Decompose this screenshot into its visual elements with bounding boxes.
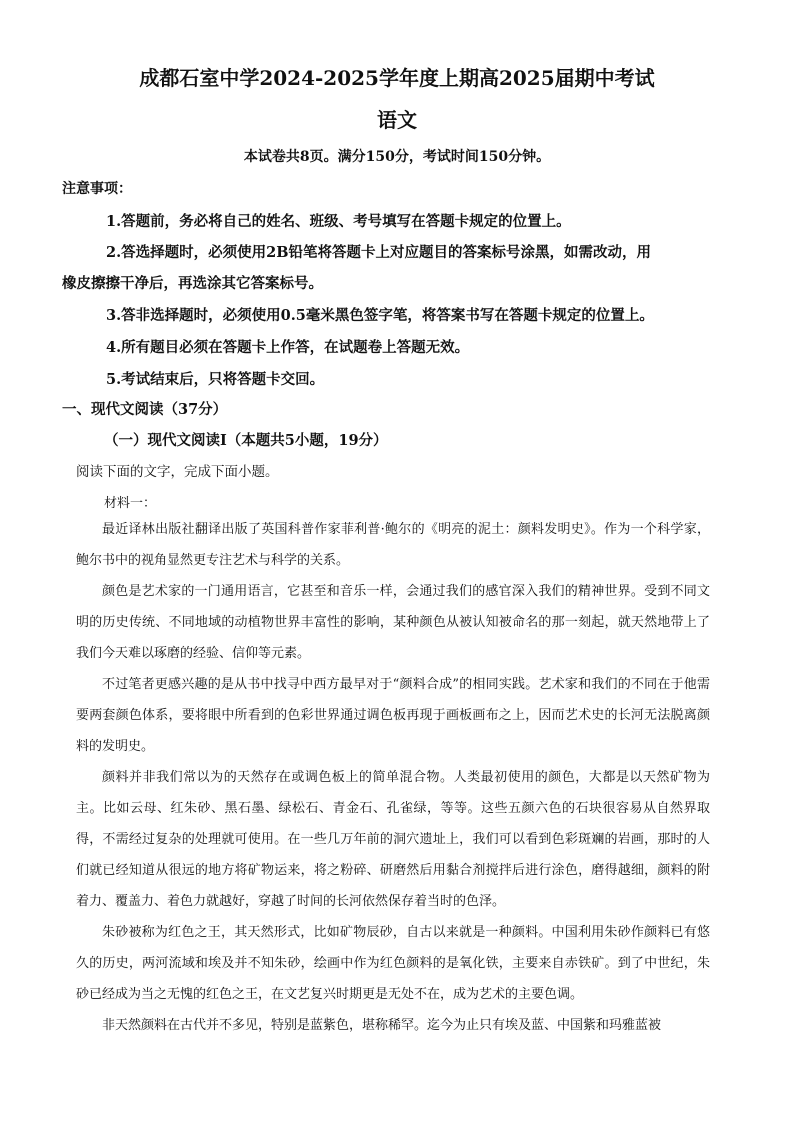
- subsection-heading: （一）现代文阅读Ⅰ（本题共5小题，19分）: [104, 432, 388, 449]
- passage-paragraph: 非天然颜料在古代并不多见，特别是蓝紫色，堪称稀罕。迄今为止只有埃及蓝、中国紫和玛雅蓝被: [102, 1018, 662, 1033]
- notice-item-5: 5.考试结束后，只将答题卡交回。: [106, 371, 325, 388]
- passage-paragraph: 最近译林出版社翻译出版了英国科普作家菲利普·鲍尔的《明亮的泥土：颜料发明史》。作为一个科学家，鲍尔书中的视角显然更专注艺术与科学的关系。: [76, 522, 710, 568]
- section-heading: 一、现代文阅读（37分）: [62, 401, 228, 418]
- exam-info: 本试卷共8页。满分150分，考试时间150分钟。: [243, 149, 551, 165]
- reading-passage: [76, 514, 710, 1041]
- notice-heading: 注意事项：: [62, 181, 132, 197]
- notice-item-1: 1.答题前，务必将自己的姓名、班级、考号填写在答题卡规定的位置上。: [106, 213, 571, 230]
- notice-item-2-line-2: 橡皮擦擦干净后，再选涂其它答案标号。: [62, 275, 323, 292]
- passage-paragraph: 朱砂被称为红色之王，其天然形式，比如矿物辰砂，自古以来就是一种颜料。中国利用朱砂作颜料已有悠久的历史，两河流域和埃及并不知朱砂，绘画中作为红色颜料的是氧化铁，主要来自赤铁矿。到了中世纪，朱砂已经成为当之无愧的红色之王，在文艺复兴时期更是无处不在，成为艺术的主要色调。: [76, 925, 710, 1002]
- reading-instruction: 阅读下面的文字，完成下面小题。: [76, 464, 279, 480]
- passage-paragraph: 颜色是艺术家的一门通用语言，它甚至和音乐一样，会通过我们的感官深入我们的精神世界。受到不同文明的历史传统、不同地域的动植物世界丰富性的影响，某种颜色从被认知被命名的那一刻起，就天然地带上了我们今天难以琢磨的经验、信仰等元素。: [76, 584, 710, 661]
- passage-paragraph: 不过笔者更感兴趣的是从书中找寻中西方最早对于“颜料合成”的相同实践。艺术家和我们的不同在于他需要两套颜色体系，要将眼中所看到的色彩世界通过调色板再现于画板画布之上，因而艺术史的长河无法脱离颜料的发明史。: [76, 677, 710, 754]
- passage-paragraph: 颜料并非我们常以为的天然存在或调色板上的简单混合物。人类最初使用的颜色，大都是以天然矿物为主。比如云母、红朱砂、黑石墨、绿松石、青金石、孔雀绿，等等。这些五颜六色的石块很容易从自然界取得，不需经过复杂的处理就可使用。在一些几万年前的洞穴遗址上，我们可以看到色彩斑斓的岩画，那时的人们就已经知道从很远的地方将矿物运来，将之粉碎、研磨然后用黏合剂搅拌后进行涂色，磨得越细，颜料的附着力、覆盖力、着色力就越好，穿越了时间的长河依然保存着当时的色泽。: [76, 770, 710, 909]
- notice-item-4: 4.所有题目必须在答题卡上作答，在试题卷上答题无效。: [106, 339, 470, 356]
- exam-title: 成都石室中学2024-2025学年度上期高2025届期中考试: [139, 66, 655, 90]
- subject-title: 语文: [377, 108, 417, 132]
- notice-item-3: 3.答非选择题时，必须使用0.5毫米黑色签字笔，将答案书写在答题卡规定的位置上。: [106, 307, 654, 324]
- material-label: 材料一：: [104, 496, 157, 511]
- notice-item-2-line-1: 2.答选择题时，必须使用2B铅笔将答题卡上对应题目的答案标号涂黑，如需改动，用: [106, 244, 651, 261]
